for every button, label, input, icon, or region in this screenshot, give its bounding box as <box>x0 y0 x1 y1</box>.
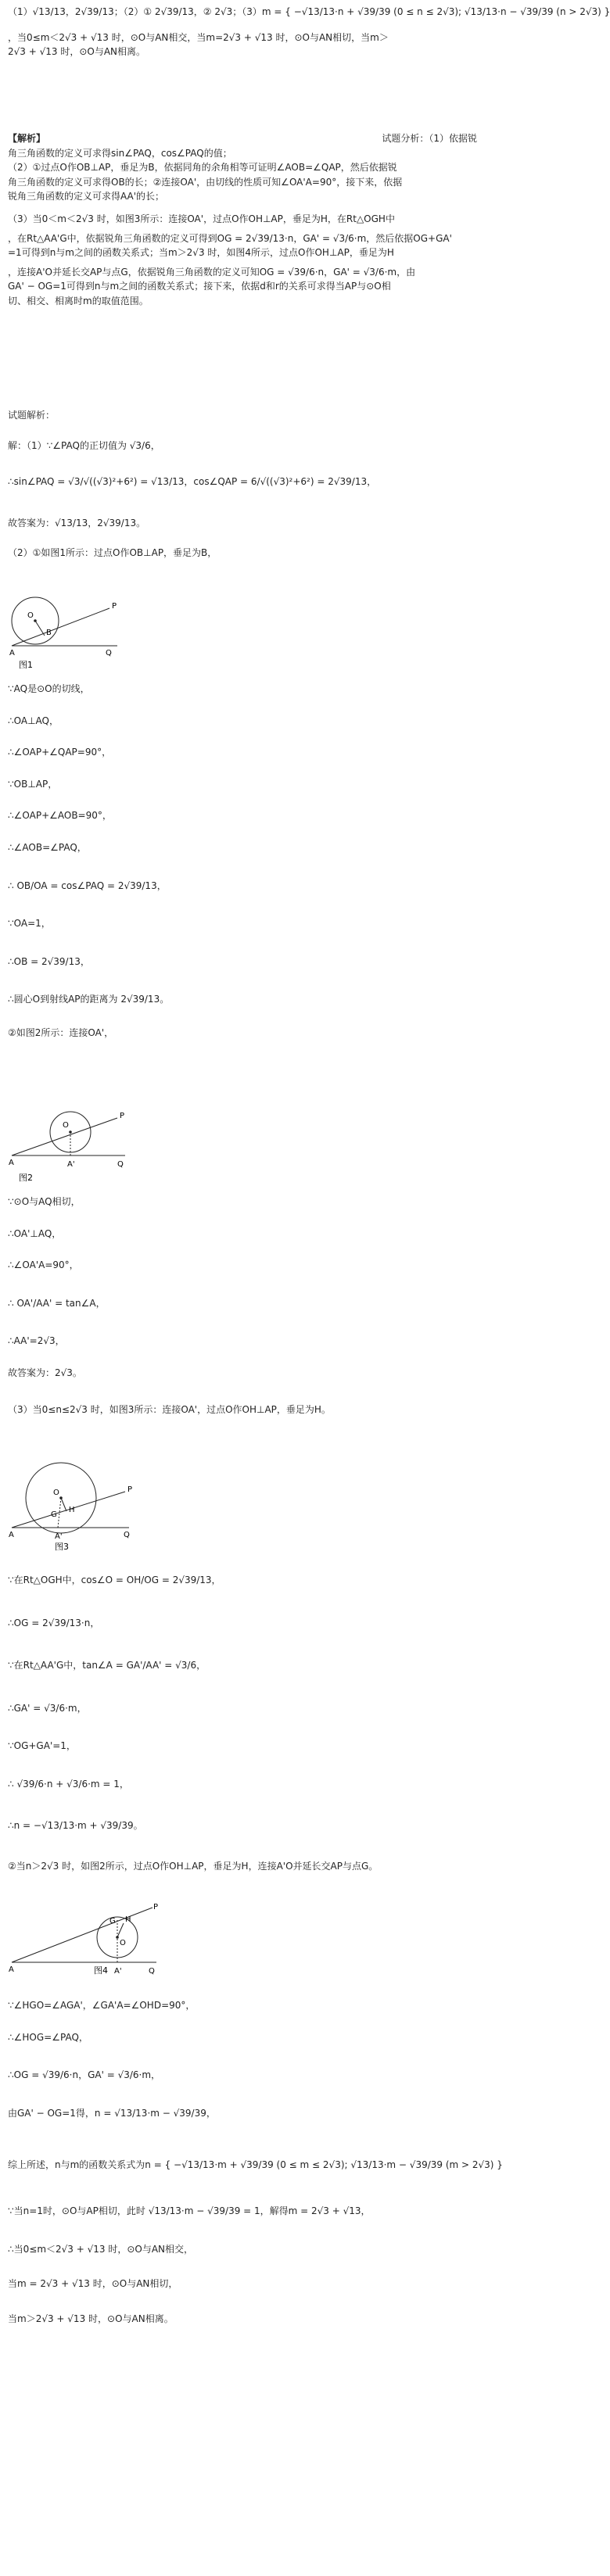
analysis-line: GA' − OG=1可得到n与m之间的函数关系式；接下来，依据d和r的关系可求得当AP与⊙O相 <box>8 281 391 292</box>
analysis-line: ，在Rt△AA'G中，依据锐角三角函数的定义可得到OG = 2√39/13·n，GA' = √3/6·m，然后依据OG+GA' <box>8 232 452 244</box>
figure-4-label: O <box>120 1939 126 1947</box>
figure-4-label: Q <box>149 1967 155 1976</box>
solution-line: ∴∠OA'A=90°， <box>8 1259 79 1271</box>
figure-3 <box>8 1460 149 1557</box>
figure-4-label: H <box>125 1915 131 1924</box>
analysis-line: （2）①过点O作OB⊥AP，垂足为B，依据同角的余角相等可证明∠AOB=∠QAP，然后依据锐 <box>8 162 397 174</box>
solution-line: ∵在Rt△AA'G中，tan∠A = GA'/AA' = √3/6， <box>8 1660 206 1671</box>
figure-3-label: A <box>9 1531 14 1539</box>
solution-line: ∴OA⊥AQ， <box>8 715 59 726</box>
solution-line: ∵∠HGO=∠AGA'，∠GA'A=∠OHD=90°， <box>8 2000 196 2011</box>
figure-1-label: A <box>9 649 15 657</box>
figure-3-label: Q <box>124 1531 130 1539</box>
solution-line: ∵AQ是⊙O的切线， <box>8 683 90 694</box>
solution-line: ∴ OA'/AA' = tan∠A， <box>8 1297 106 1309</box>
figure-4-caption: 图4 <box>94 1965 108 1976</box>
solution-line: 故答案为：√13/13，2√39/13。 <box>8 517 146 528</box>
figure-4 <box>8 1900 164 1989</box>
solution-line: ∵当n=1时，⊙O与AP相切，此时 √13/13·m − √39/39 = 1，解得m = 2√3 + √13， <box>8 2205 371 2216</box>
answer-block <box>8 5 610 59</box>
analysis-block <box>8 131 485 309</box>
solution-line: ∴圆心O到射线AP的距离为 2√39/13。 <box>8 994 170 1005</box>
solution-line: ∴ √39/6·n + √3/6·m = 1， <box>8 1778 129 1790</box>
solution-line: ∴OA'⊥AQ， <box>8 1227 62 1239</box>
solution-part5 <box>8 1998 503 2326</box>
solution-line: ∴∠HOG=∠PAQ， <box>8 2031 88 2043</box>
analysis-line: 角三角函数的定义可求得OB的长；②连接OA'，由切线的性质可知∠OA'A=90°，接下来，依据 <box>8 176 403 188</box>
figure-2-label: A' <box>67 1160 75 1169</box>
solution-part2 <box>8 682 485 1041</box>
solution-line: ∴sin∠PAQ = √3/√((√3)²+6²) = √13/13，cos∠QAP = 6/√((√3)²+6²) = 2√39/13， <box>8 476 377 488</box>
analysis-line: ，连接A'O并延长交AP与点G，依据锐角三角函数的定义可知OG = √39/6·n，GA' = √3/6·m，由 <box>8 266 416 278</box>
analysis-header: 【解析】 <box>8 133 46 144</box>
solution-line: ∴GA' = √3/6·m， <box>8 1702 87 1714</box>
analysis-line: 角三角函数的定义可求得sin∠PAQ，cos∠PAQ的值； <box>8 147 232 159</box>
analysis-line: 锐角三角函数的定义可求得AA'的长； <box>8 191 165 202</box>
solution-line: ∴∠OAP+∠AOB=90°， <box>8 810 112 822</box>
solution-line: ∵OG+GA'=1， <box>8 1740 76 1752</box>
figure-4-label: G <box>109 1917 116 1926</box>
solution-line: 当m = 2√3 + √13 时，⊙O与AN相切， <box>8 2278 178 2290</box>
solution-line: ②当n＞2√3 时，如图2所示，过点O作OH⊥AP，垂足为H，连接A'O并延长交AP与点G。 <box>8 1861 379 1872</box>
figure-4-label: A <box>9 1965 14 1974</box>
solution-title: 试题解析： <box>8 410 56 421</box>
answer-line-3: 2√3 + √13 时，⊙O与AN相离。 <box>8 46 146 58</box>
figure-1-label: P <box>112 602 117 611</box>
solution-line: 故答案为：2√3。 <box>8 1367 82 1378</box>
solution-line: （2）①如图1所示：过点O作OB⊥AP，垂足为B， <box>8 547 217 559</box>
figure-1-label: B <box>46 629 52 637</box>
analysis-header-right: 试题分析：（1）依据锐 <box>382 133 477 144</box>
figure-3-label: H <box>69 1506 75 1514</box>
solution-line: ∴∠AOB=∠PAQ， <box>8 841 87 853</box>
solution-part1 <box>8 408 485 561</box>
figure-2-label: Q <box>117 1160 124 1169</box>
figure-2-caption: 图2 <box>19 1173 33 1183</box>
figure-2-label: O <box>63 1121 69 1130</box>
solution-line: ∵OB⊥AP， <box>8 778 58 790</box>
figure-2-label: A <box>9 1159 14 1167</box>
figure-3-diagram <box>8 1460 149 1554</box>
analysis-line: （3）当0＜m＜2√3 时，如图3所示：连接OA'，过点O作OH⊥AP，垂足为H，在Rt△OGH中 <box>8 213 395 224</box>
figure-2-diagram <box>8 1104 141 1190</box>
figure-3-label: O <box>53 1489 59 1497</box>
solution-line: ∵⊙O与AQ相切， <box>8 1196 81 1207</box>
figure-1-diagram <box>8 593 141 675</box>
solution-line: ②如图2所示：连接OA'， <box>8 1026 114 1038</box>
analysis-line: 切、相交、相离时m的取值范围。 <box>8 295 149 306</box>
figure-1-caption: 图1 <box>19 660 33 670</box>
figure-1-label: O <box>27 611 34 620</box>
figure-4-label: P <box>153 1903 159 1911</box>
solution-line: 当m＞2√3 + √13 时，⊙O与AN相离。 <box>8 2313 174 2324</box>
figure-2 <box>8 1104 141 1193</box>
solution-line: ∵在Rt△OGH中，cos∠O = OH/OG = 2√39/13， <box>8 1575 221 1585</box>
figure-1 <box>8 593 141 678</box>
figure-3-label: P <box>127 1485 133 1494</box>
solution-line: 解：（1）∵∠PAQ的正切值为 √3/6， <box>8 439 160 451</box>
solution-line: ∴ OB/OA = cos∠PAQ = 2√39/13， <box>8 880 167 891</box>
solution-line: ∴OG = 2√39/13·n， <box>8 1617 100 1628</box>
analysis-line: =1可得到n与m之间的函数关系式；当m＞2√3 时，如图4所示，过点O作OH⊥AP，垂足为H <box>8 247 394 259</box>
solution-line: ∴OB = 2√39/13， <box>8 955 90 967</box>
solution-line: ∵OA=1， <box>8 918 51 930</box>
solution-line: （3）当0≤n≤2√3 时，如图3所示：连接OA'，过点O作OH⊥AP，垂足为H。 <box>8 1403 331 1415</box>
solution-line: ∴∠OAP+∠QAP=90°， <box>8 747 112 758</box>
figure-4-diagram <box>8 1900 164 1986</box>
figure-4-label: A' <box>114 1967 122 1976</box>
solution-line: ∴OG = √39/6·n，GA' = √3/6·m， <box>8 2069 161 2081</box>
solution-line: 综上所述，n与m的函数关系式为n = { −√13/13·m + √39/39 (0 ≤ m ≤ 2√3); √13/13·m − √39/39 (m > 2√3) } <box>8 2159 503 2171</box>
solution-part3 <box>8 1195 485 1417</box>
figure-1-label: Q <box>106 649 112 657</box>
answer-line-1: （1）√13/13，2√39/13；（2）① 2√39/13，② 2√3；（3）m = { −√13/13·n + √39/39 (0 ≤ n ≤ 2√3); √13/13·n − √39/39 (n > 2√3) } <box>8 6 610 17</box>
solution-part4 <box>8 1573 485 1874</box>
figure-3-label: G <box>51 1510 57 1519</box>
solution-line: 由GA' − OG=1得，n = √13/13·m − √39/39， <box>8 2107 216 2119</box>
figure-3-label: A' <box>55 1532 63 1541</box>
solution-line: ∴n = −√13/13·m + √39/39。 <box>8 1819 143 1831</box>
solution-line: ∴当0≤m＜2√3 + √13 时，⊙O与AN相交， <box>8 2243 194 2255</box>
figure-3-caption: 图3 <box>55 1542 69 1552</box>
answer-line-2: ，当0≤m＜2√3 + √13 时，⊙O与AN相交，当m=2√3 + √13 时，⊙O与AN相切，当m＞ <box>8 31 389 43</box>
figure-2-label: P <box>120 1112 125 1120</box>
solution-line: ∴AA'=2√3， <box>8 1335 65 1347</box>
